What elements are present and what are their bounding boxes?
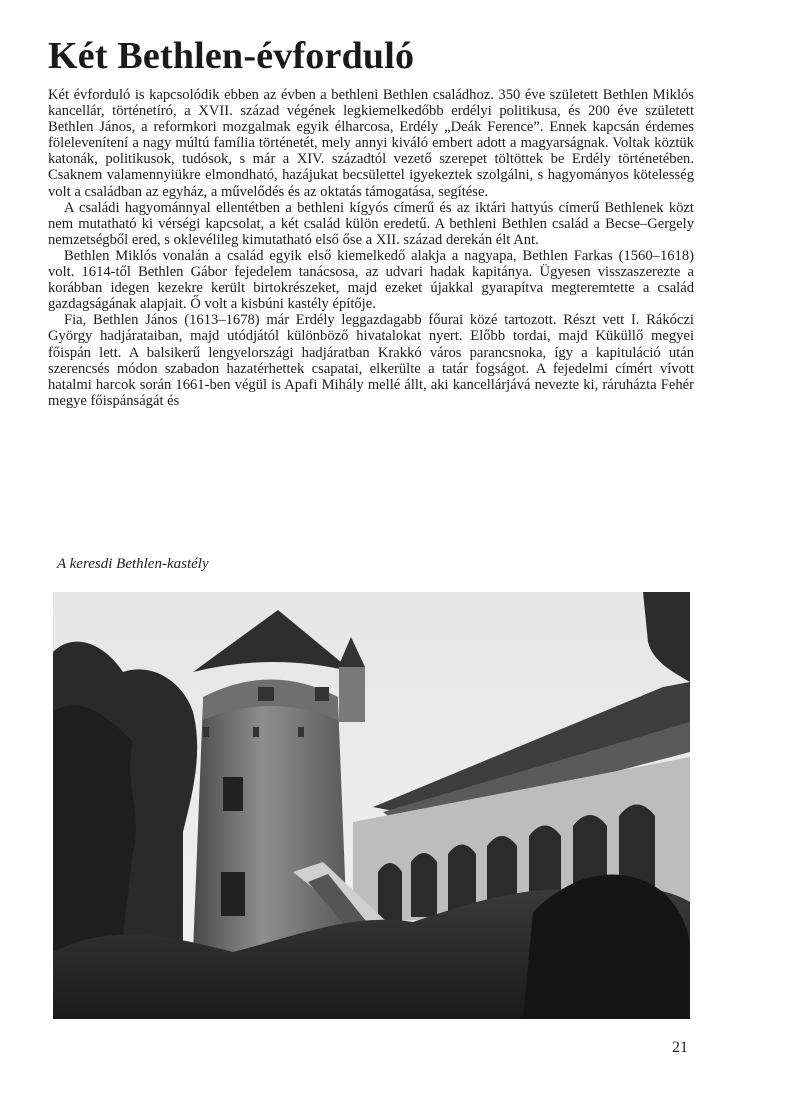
paragraph-1: Két évforduló is kapcsolódik ebben az évben a bethleni Bethlen családhoz. 350 éve született Bethlen Miklós kancellár, történetíró, a XVII. század végének legkiemelkedőbb erdélyi politikusa, és 200 éve született Bethlen János, a reformkori mozgalmak egyik élharcosa, Erdély „Deák Ference”. Ennek kapcsán érdemes fölelevenítení a nagy múltú família történetét, mely annyi kiváló embert adott a magyarságnak. Voltak köztük katonák, politikusok, tudósok, s már a XIV. századtól vezető szerepet töltöttek be Erdély történetében. Csaknem valamennyiükre elmondható, hazájukat becsülettel igyekeztek szolgálni, s hagyományos kötelesség volt a családban az egyház, a művelődés és az oktatás támogatása, segítése. [48,87,694,200]
paragraph-4: Fia, Bethlen János (1613–1678) már Erdély leggazdagabb főurai közé tartozott. Részt vett I. Rákóczi György hadjárataiban, majd utódjától különböző hivatalokat nyert. Előbb tordai, majd Küküllő megyei főispán lett. A balsikerű lengyelországi hadjáratban Krakkó város parancsnoka, így a kapituláció után szerencsés módon szabadon hazatérhettek csapatai, elkerülte a tatár fogságot. A fejedelmi címért vívott hatalmi harcok során 1661-ben végül is Apafi Mihály mellé állt, aki kancellárjává nevezte ki, ráruházta Fehér megye főispánságát és [48,312,694,409]
page-title: Két Bethlen-évforduló [48,35,415,77]
page-number: 21 [672,1039,688,1056]
castle-photo [53,592,690,1019]
photo-caption: A keresdi Bethlen-kastély [57,556,209,572]
paragraph-2: A családi hagyománnyal ellentétben a bethleni kígyós címerű és az iktári hattyús címerű Bethlenek közt nem mutatható ki vérségi kapcsolat, a két család külön eredetű. A bethleni Bethlen család a Becse–Gergely nemzetségből ered, s oklevélileg kimutatható első őse a XII. század derekán élt Ant. [48,199,694,248]
article-body [48,87,694,409]
paragraph-3: Bethlen Miklós vonalán a család egyik első kiemelkedő alakja a nagyapa, Bethlen Farkas (1560–1618) volt. 1614-től Bethlen Gábor fejedelem tanácsosa, az udvari hadak kapitánya. Ügyesen visszaszerezte a korábban idegen kezekre került birtokrészeket, majd ezeket újakkal gyarapítva megteremtette a család gazdagságának alapjait. Ő volt a kisbúni kastély építője. [48,247,694,313]
